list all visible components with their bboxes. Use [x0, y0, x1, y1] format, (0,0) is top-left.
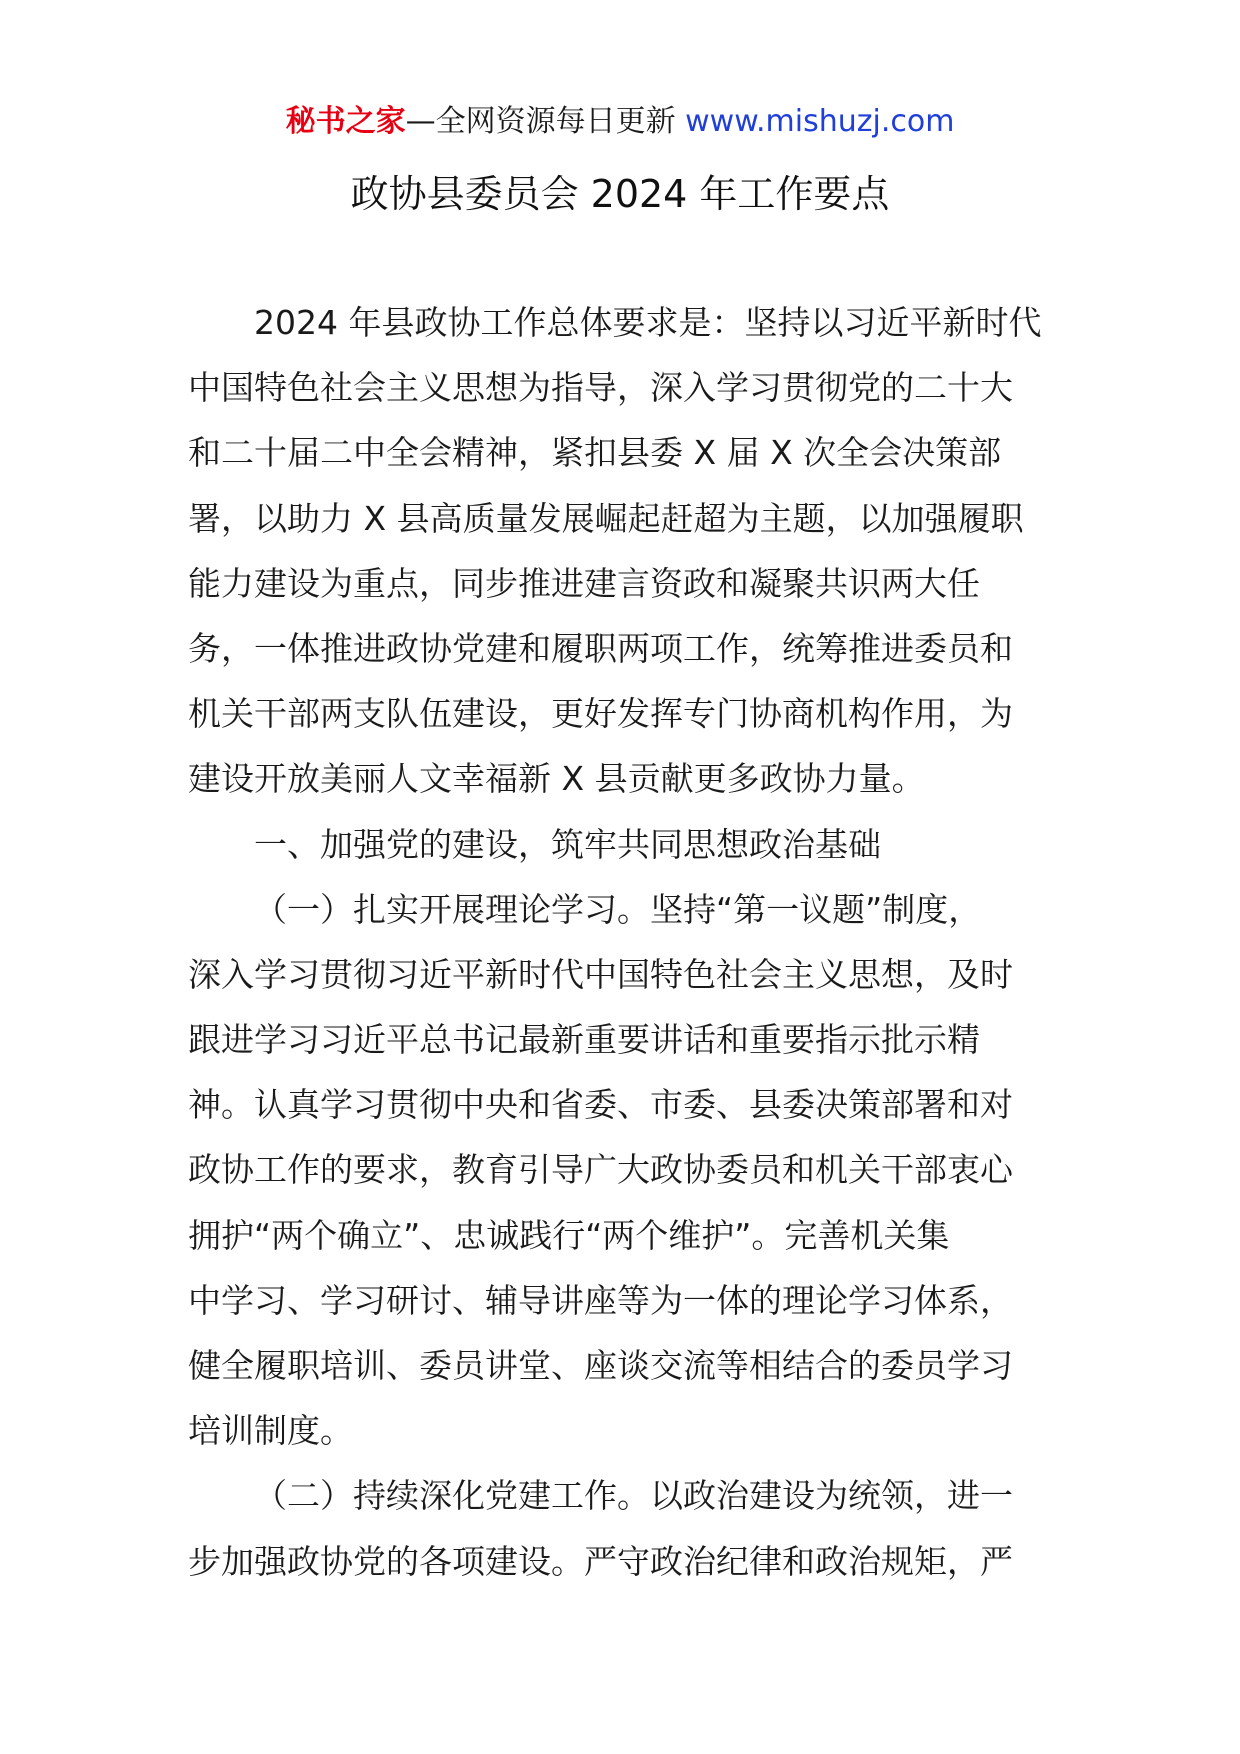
- site-url-link[interactable]: www.mishuzj.com: [685, 104, 955, 139]
- text-line: 和二十届二中全会精神，紧扣县委 X 届 X 次全会决策部: [188, 433, 1002, 473]
- text-line: （二）持续深化党建工作。以政治建设为统领，进一: [254, 1476, 1013, 1516]
- text-line: 中国特色社会主义思想为指导，深入学习贯彻党的二十大: [188, 368, 1013, 408]
- text-line: 拥护“两个确立”、忠诚践行“两个维护”。完善机关集: [188, 1215, 950, 1255]
- text-line: 建设开放美丽人文幸福新 X 县贡献更多政协力量。: [188, 759, 925, 799]
- text-line: 机关干部两支队伍建设，更好发挥专门协商机构作用，为: [188, 694, 1013, 734]
- header-tagline: —全网资源每日更新: [405, 104, 686, 139]
- text-line: 步加强政协党的各项建设。严守政治纪律和政治规矩，严: [188, 1541, 1013, 1581]
- text-line: 健全履职培训、委员讲堂、座谈交流等相结合的委员学习: [188, 1346, 1013, 1385]
- text-line: （一）扎实开展理论学习。坚持“第一议题”制度，: [254, 889, 982, 929]
- text-line: 中学习、学习研讨、辅导讲座等为一体的理论学习体系，: [188, 1280, 1013, 1320]
- text-line: 2024 年县政协工作总体要求是：坚持以习近平新时代: [254, 303, 1042, 342]
- text-line: 务，一体推进政协党建和履职两项工作，统筹推进委员和: [188, 628, 1013, 668]
- text-line: 能力建设为重点，同步推进建言资政和凝聚共识两大任: [188, 563, 980, 603]
- text-line: 署，以助力 X 县高质量发展崛起赶超为主题，以加强履职: [188, 498, 1024, 538]
- text-line: 神。认真学习贯彻中央和省委、市委、县委决策部署和对: [188, 1085, 1013, 1125]
- section-heading: 一、加强党的建设，筑牢共同思想政治基础: [254, 824, 881, 864]
- text-line: 政协工作的要求，教育引导广大政协委员和机关干部衷心: [188, 1150, 1013, 1190]
- document-title: 政协县委员会 2024 年工作要点: [350, 172, 890, 216]
- brand-name: 秘书之家: [285, 104, 406, 139]
- text-line: 培训制度。: [188, 1411, 353, 1451]
- site-header: [0, 102, 1240, 142]
- text-line: 跟进学习习近平总书记最新重要讲话和重要指示批示精: [188, 1020, 980, 1060]
- text-line: 深入学习贯彻习近平新时代中国特色社会主义思想，及时: [188, 954, 1013, 994]
- document-body: [188, 290, 1058, 1594]
